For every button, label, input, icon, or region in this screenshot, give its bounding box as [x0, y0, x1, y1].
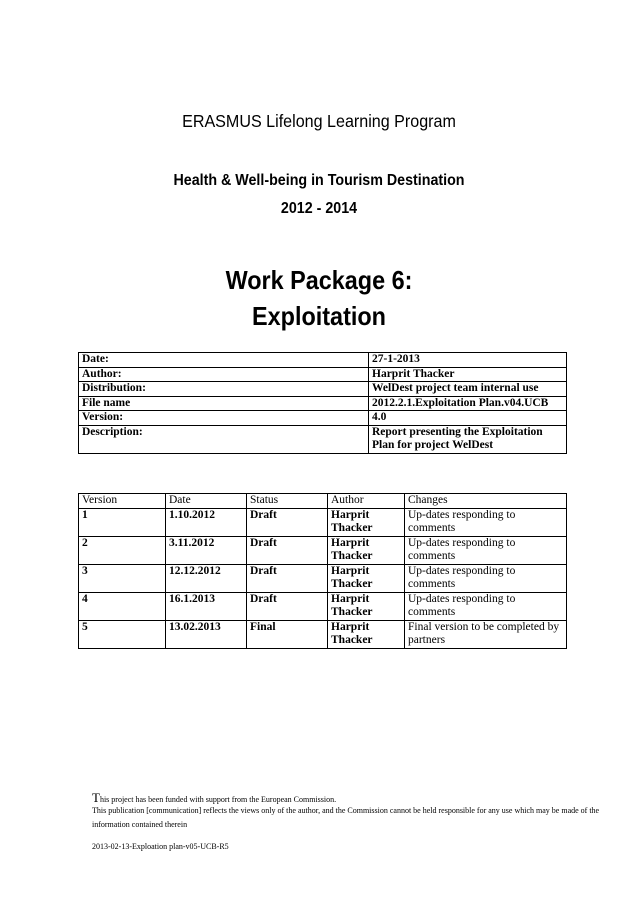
table-row — [79, 592, 567, 620]
info-label: File name — [79, 396, 369, 411]
table-row — [79, 620, 567, 648]
column-header: Author — [328, 494, 405, 509]
table-row — [79, 411, 567, 426]
disclaimer-text: This publication [communication] reflects the views only of the author, and the Commission cannot be held responsible for any use which may be made of the information contained therein — [92, 806, 600, 829]
version-cell: 1 — [79, 508, 166, 536]
work-package-number: Work Package 6: — [225, 265, 413, 295]
table-row — [79, 353, 567, 368]
author-cell: Harprit Thacker — [328, 536, 405, 564]
column-header: Date — [166, 494, 247, 509]
date-cell: 16.1.2013 — [166, 592, 247, 620]
changes-cell: Up-dates responding to comments — [405, 592, 567, 620]
project-years: 2012 - 2014 — [280, 200, 358, 217]
work-package-name: Exploitation — [252, 301, 386, 331]
author-cell: Harprit Thacker — [328, 564, 405, 592]
status-cell: Draft — [247, 592, 328, 620]
table-row — [79, 508, 567, 536]
info-value: Harprit Thacker — [369, 367, 567, 382]
date-cell: 1.10.2012 — [166, 508, 247, 536]
info-label: Distribution: — [79, 382, 369, 397]
date-cell: 12.12.2012 — [166, 564, 247, 592]
info-label: Version: — [79, 411, 369, 426]
status-cell: Draft — [247, 564, 328, 592]
author-cell: Harprit Thacker — [328, 592, 405, 620]
info-value: 2012.2.1.Exploitation Plan.v04.UCB — [369, 396, 567, 411]
column-header: Changes — [405, 494, 567, 509]
table-row — [79, 425, 567, 453]
table-row — [79, 382, 567, 397]
version-cell: 2 — [79, 536, 166, 564]
column-header: Version — [79, 494, 166, 509]
changes-cell: Up-dates responding to comments — [405, 564, 567, 592]
info-label: Author: — [79, 367, 369, 382]
date-cell: 13.02.2013 — [166, 620, 247, 648]
info-label: Date: — [79, 353, 369, 368]
changes-cell: Up-dates responding to comments — [405, 508, 567, 536]
funding-initial: T — [92, 790, 100, 805]
funding-text: his project has been funded with support from the European Commission. — [99, 795, 337, 804]
table-row — [79, 396, 567, 411]
version-cell: 4 — [79, 592, 166, 620]
status-cell: Draft — [247, 508, 328, 536]
date-cell: 3.11.2012 — [166, 536, 247, 564]
version-cell: 3 — [79, 564, 166, 592]
project-title: Health & Well-being in Tourism Destination — [173, 172, 465, 189]
info-value: WelDest project team internal use — [369, 382, 567, 397]
info-value: 27-1-2013 — [369, 353, 567, 368]
table-row — [79, 367, 567, 382]
changes-cell: Final version to be completed by partners — [405, 620, 567, 648]
program-title: ERASMUS Lifelong Learning Program — [182, 111, 456, 131]
table-row — [79, 536, 567, 564]
info-value: 4.0 — [369, 411, 567, 426]
changes-cell: Up-dates responding to comments — [405, 536, 567, 564]
status-cell: Draft — [247, 536, 328, 564]
version-cell: 5 — [79, 620, 166, 648]
version-history-table — [78, 493, 567, 649]
table-row — [79, 564, 567, 592]
table-header-row — [79, 494, 567, 509]
document-info-table — [78, 352, 567, 454]
column-header: Status — [247, 494, 328, 509]
work-package-title — [32, 262, 606, 334]
status-cell: Final — [247, 620, 328, 648]
author-cell: Harprit Thacker — [328, 620, 405, 648]
file-name-footer: 2013-02-13-Exploation plan-v05-UCB-R5 — [92, 842, 229, 851]
author-cell: Harprit Thacker — [328, 508, 405, 536]
info-value: Report presenting the Exploitation Plan for project WelDest — [369, 425, 567, 453]
info-label: Description: — [79, 425, 369, 453]
